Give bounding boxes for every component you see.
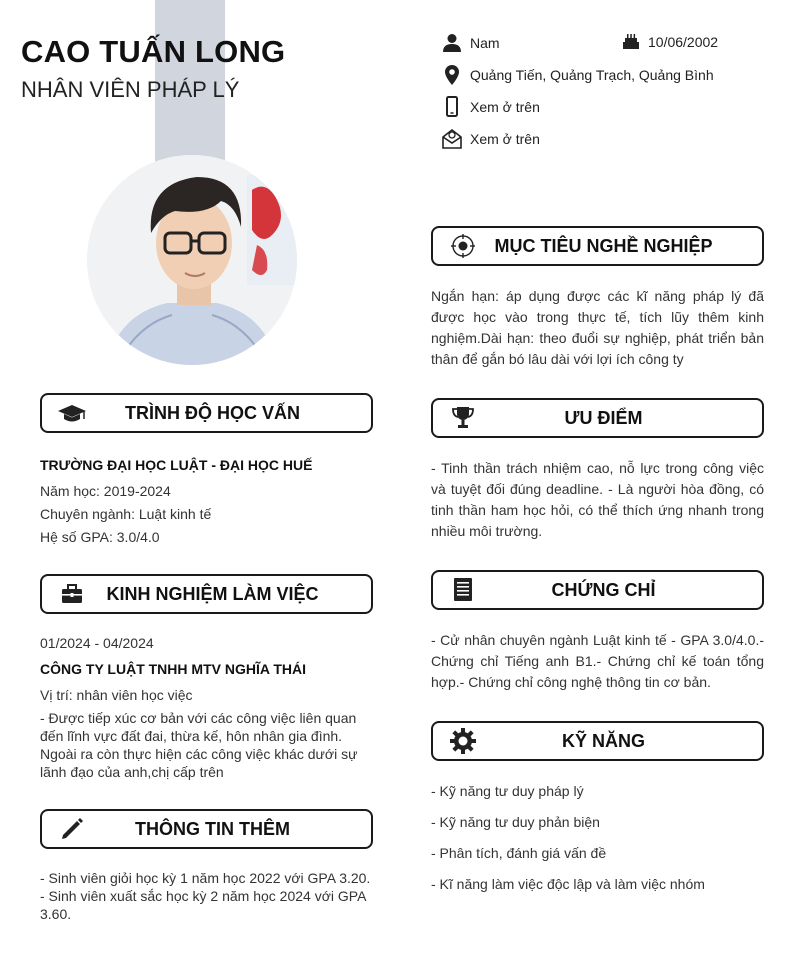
target-icon bbox=[450, 233, 476, 259]
skills-item: - Phân tích, đánh giá vấn đề bbox=[431, 845, 607, 861]
briefcase-icon bbox=[60, 583, 84, 605]
gender-value: Nam bbox=[470, 35, 500, 51]
address-value: Quảng Tiến, Quảng Trạch, Quảng Bình bbox=[470, 67, 714, 83]
email-value: Xem ở trên bbox=[470, 131, 540, 147]
strengths-header bbox=[431, 398, 764, 438]
birthday-cake-icon bbox=[622, 33, 640, 51]
certificates-header bbox=[431, 570, 764, 610]
objective-title: MỤC TIÊU NGHỀ NGHIỆP bbox=[494, 235, 713, 256]
experience-period: 01/2024 - 04/2024 bbox=[40, 635, 154, 651]
certificates-title: CHỨNG CHỈ bbox=[551, 579, 656, 600]
education-school: TRƯỜNG ĐẠI HỌC LUẬT - ĐẠI HỌC HUẾ bbox=[40, 457, 313, 473]
gear-icon bbox=[450, 728, 476, 754]
skills-item: - Kỹ năng tư duy pháp lý bbox=[431, 783, 584, 799]
experience-header bbox=[40, 574, 373, 614]
job-title: NHÂN VIÊN PHÁP LÝ bbox=[21, 77, 240, 102]
experience-position: Vị trí: nhân viên học việc bbox=[40, 687, 193, 703]
location-pin-icon bbox=[442, 64, 462, 86]
education-title: TRÌNH ĐỘ HỌC VẤN bbox=[125, 402, 300, 423]
strengths-text: - Tinh thần trách nhiệm cao, nỗ lực trong công việc và tuyệt đối đúng deadline. - Là người hòa đồng, có tinh thần ham học hỏi, có thể thích ứng nhanh trong nhiều môi trường. bbox=[431, 460, 764, 539]
candidate-name: CAO TUẤN LONG bbox=[21, 34, 286, 69]
birthday-value: 10/06/2002 bbox=[648, 34, 719, 50]
phone-icon bbox=[442, 96, 462, 118]
additional-item: - Sinh viên xuất sắc học kỳ 2 năm học 2024 với GPA 3.60. bbox=[40, 888, 366, 922]
person-icon bbox=[442, 33, 462, 53]
email-row bbox=[442, 128, 540, 150]
certificate-document-icon bbox=[452, 577, 474, 603]
skills-title: KỸ NĂNG bbox=[561, 730, 645, 751]
certificates-text: - Cử nhân chuyên ngành Luật kinh tế - GPA 3.0/4.0.- Chứng chỉ Tiếng anh B1.- Chứng chỉ kế toán tổng hợp.- Chứng chỉ công nghệ thông tin cơ bản. bbox=[431, 632, 764, 690]
education-gpa: Hệ số GPA: 3.0/4.0 bbox=[40, 529, 160, 545]
additional-title: THÔNG TIN THÊM bbox=[135, 818, 290, 839]
experience-description: - Được tiếp xúc cơ bản với các công việc liên quan đến lĩnh vực đất đai, thừa kế, hôn nhân gia đình. Ngoài ra còn thực hiện các công việc khác dưới sự lãnh đạo của anh,chị cấp trên bbox=[40, 710, 358, 780]
education-years: Năm học: 2019-2024 bbox=[40, 483, 171, 499]
gender-row bbox=[442, 33, 500, 53]
skills-item: - Kỹ năng tư duy phản biện bbox=[431, 814, 600, 830]
phone-row bbox=[442, 96, 540, 118]
additional-header bbox=[40, 809, 373, 849]
education-header bbox=[40, 393, 373, 433]
skills-item: - Kĩ năng làm việc độc lập và làm việc nhóm bbox=[431, 876, 705, 892]
trophy-icon bbox=[451, 405, 475, 431]
additional-list bbox=[40, 869, 375, 923]
email-envelope-icon bbox=[442, 128, 462, 150]
additional-item: - Sinh viên giỏi học kỳ 1 năm học 2022 với GPA 3.20. bbox=[40, 870, 371, 886]
pencil-icon bbox=[59, 816, 85, 842]
strengths-title: ƯU ĐIỂM bbox=[564, 407, 643, 428]
objective-text: Ngắn hạn: áp dụng được các kĩ năng pháp lý đã được học vào trong thực tế, tích lũy thêm kinh nghiệm.Dài hạn: theo đuổi sự nghiệp, phát triển bản thân để gắn bó lâu dài với lợi ích công ty bbox=[431, 288, 764, 367]
experience-title: KINH NGHIỆM LÀM VIỆC bbox=[106, 583, 319, 604]
experience-company: CÔNG TY LUẬT TNHH MTV NGHĨA THÁI bbox=[40, 661, 306, 677]
avatar bbox=[87, 155, 297, 365]
phone-value: Xem ở trên bbox=[470, 99, 540, 115]
graduation-cap-icon bbox=[57, 402, 87, 424]
skills-header bbox=[431, 721, 764, 761]
objective-header bbox=[431, 226, 764, 266]
birthday-row bbox=[622, 33, 718, 51]
avatar-photo bbox=[87, 155, 297, 365]
education-major: Chuyên ngành: Luật kinh tế bbox=[40, 506, 212, 522]
address-row bbox=[442, 64, 714, 86]
